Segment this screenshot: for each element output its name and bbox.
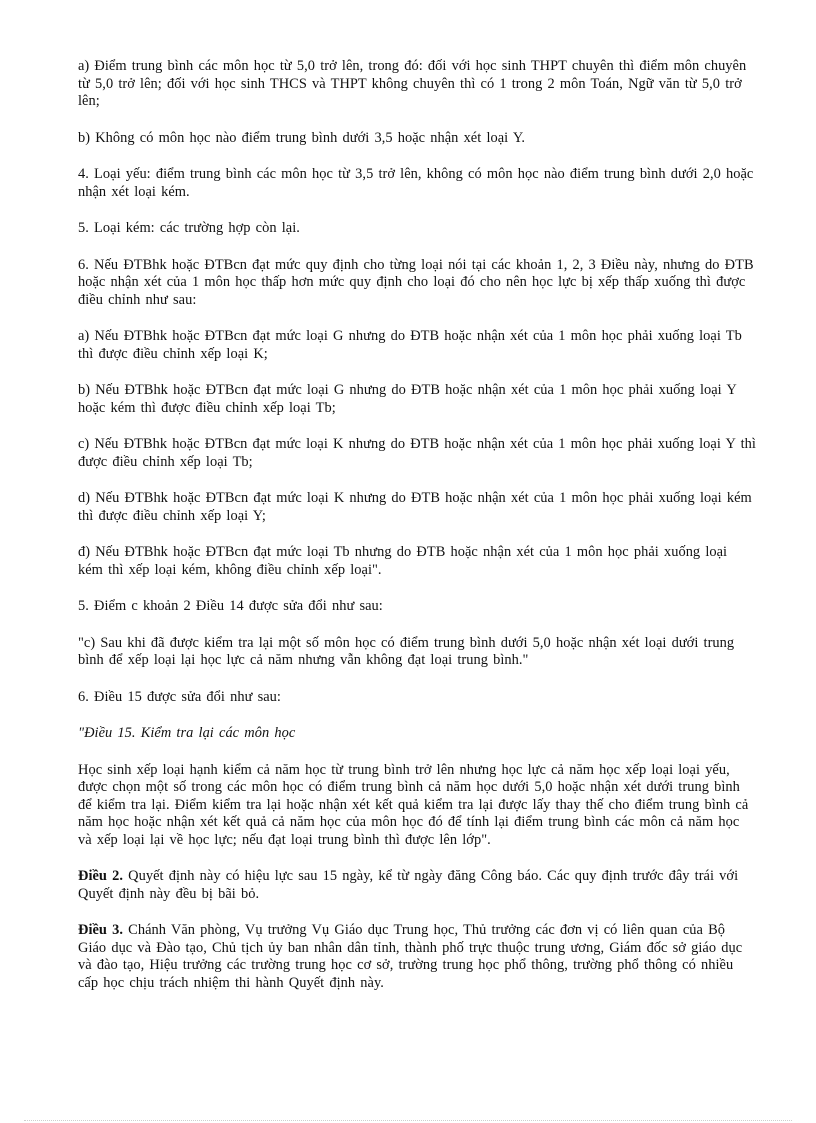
paragraph-4: 5. Loại kém: các trường hợp còn lại. [78,220,300,236]
paragraph-3: 4. Loại yếu: điểm trung bình các môn học từ 3,5 trở lên, không có môn học nào điểm trung bình dưới 2,0 hoặc nhận xét loại kém. [78,166,754,200]
paragraph-9: d) Nếu ĐTBhk hoặc ĐTBcn đạt mức loại K nhưng do ĐTB hoặc nhận xét của 1 môn học phải xuống loại kém thì được điều chỉnh xếp loại Y; [78,490,752,524]
document-page [78,58,756,1011]
article-15-heading: "Điều 15. Kiểm tra lại các môn học [78,725,296,741]
article-3-text: Chánh Văn phòng, Vụ trưởng Vụ Giáo dục Trung học, Thủ trưởng các đơn vị có liên quan của Bộ Giáo dục và Đào tạo, Chủ tịch ủy ban nhân dân tỉnh, thành phố trực thuộc trung ương, Giám đốc sở giáo dục và đào tạo, Hiệu trưởng các trường trung học cơ sở, trường trung học phổ thông, trường phổ thông có nhiều cấp học chịu trách nhiệm thi hành Quyết định này. [78,922,743,991]
paragraph-1 [78,58,756,111]
paragraph-8: c) Nếu ĐTBhk hoặc ĐTBcn đạt mức loại K nhưng do ĐTB hoặc nhận xét của 1 môn học phải xuống loại Y thì được điều chỉnh xếp loại Tb; [78,436,756,470]
paragraph-1-text: a) Điểm trung bình các môn học từ 5,0 trở lên, trong đó: đối với học sinh THPT chuyên thì điểm môn chuyên từ 5,0 trở lên; đối với học sinh THCS và THPT không chuyên thì có 1 trong 2 môn Toán, Ngữ văn từ 5,0 trở lên; [78,58,747,109]
article-2-text: Quyết định này có hiệu lực sau 15 ngày, kể từ ngày đăng Công báo. Các quy định trước đây trái với Quyết định này đều bị bãi bỏ. [78,868,739,902]
page-bottom-divider [24,1120,792,1121]
paragraph-5: 6. Nếu ĐTBhk hoặc ĐTBcn đạt mức quy định cho từng loại nói tại các khoản 1, 2, 3 Điều này, nhưng do ĐTB hoặc nhận xét của 1 môn học thấp hơn mức quy định cho loại đó cho nên học lực bị xếp thấp xuống thì được điều chỉnh như sau: [78,256,754,308]
paragraph-2: b) Không có môn học nào điểm trung bình dưới 3,5 hoặc nhận xét loại Y. [78,129,526,146]
paragraph-12: "c) Sau khi đã được kiểm tra lại một số môn học có điểm trung bình dưới 5,0 hoặc nhận xét loại dưới trung bình để xếp loại lại học lực cả năm nhưng vẫn không đạt loại trung bình." [78,634,735,668]
article-2-heading: Điều 2. [78,868,124,884]
paragraph-15: Học sinh xếp loại hạnh kiểm cả năm học từ trung bình trở lên nhưng học lực cả năm học xếp loại loại yếu, được chọn một số trong các môn học có điểm trung bình cả năm học dưới 5,0 hoặc nhận xét dưới trung bình để kiểm tra lại. Điểm kiểm tra lại hoặc nhận xét kết quả kiểm tra lại được lấy thay thế cho điểm trung bình cả năm học hoặc nhận xét kết quả cả năm học của môn học đó để tính lại điểm trung bình các môn cả năm học và xếp loại lại về học lực; nếu đạt loại trung bình thì được lên lớp". [78,761,749,848]
article-3 [78,922,756,992]
paragraph-7: b) Nếu ĐTBhk hoặc ĐTBcn đạt mức loại G nhưng do ĐTB hoặc nhận xét của 1 môn học phải xuống loại Y hoặc kém thì được điều chỉnh xếp loại Tb; [78,382,737,416]
article-2 [78,868,756,903]
paragraph-6: a) Nếu ĐTBhk hoặc ĐTBcn đạt mức loại G nhưng do ĐTB hoặc nhận xét của 1 môn học phải xuống loại Tb thì được điều chỉnh xếp loại K; [78,328,742,362]
paragraph-13: 6. Điều 15 được sửa đổi như sau: [78,688,281,705]
article-3-heading: Điều 3. [78,922,124,938]
paragraph-11: 5. Điểm c khoản 2 Điều 14 được sửa đổi như sau: [78,598,383,614]
paragraph-10: đ) Nếu ĐTBhk hoặc ĐTBcn đạt mức loại Tb nhưng do ĐTB hoặc nhận xét của 1 môn học phải xuống loại kém thì xếp loại kém, không điều chỉnh xếp loại". [78,544,728,578]
